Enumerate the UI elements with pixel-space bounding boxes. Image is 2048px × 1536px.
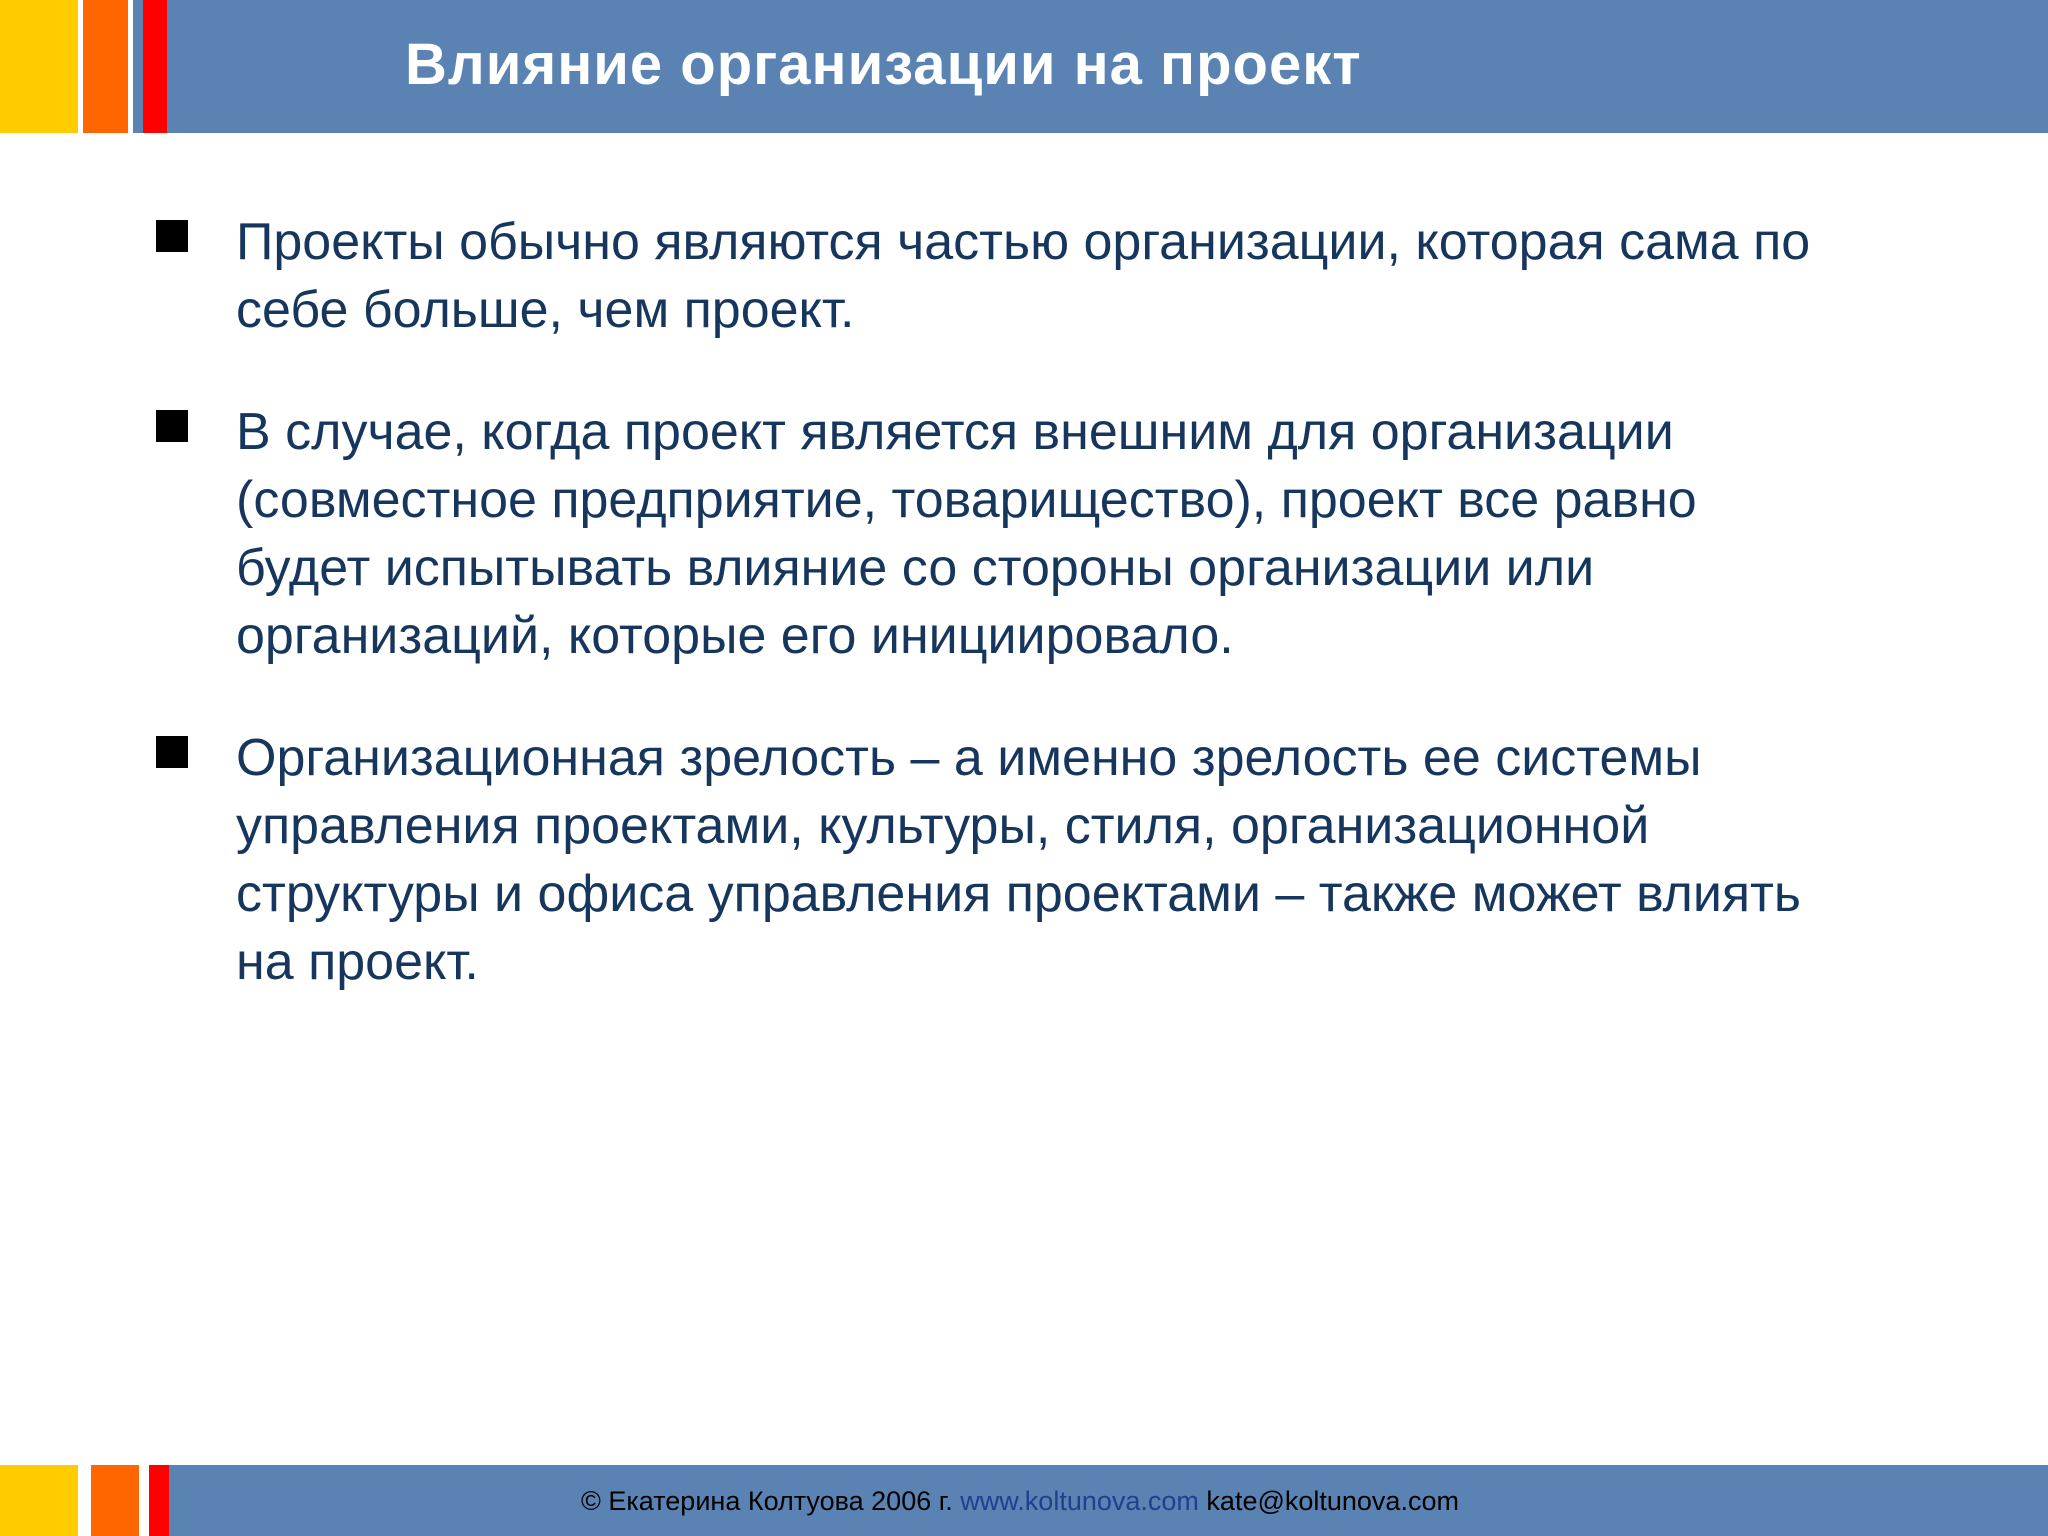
bullet-line: себе больше, чем проект. [236, 281, 855, 339]
bullet-line: на проект. [236, 933, 479, 991]
bullet-line: Организационная зрелость – а именно зрелость ее системы [236, 729, 1702, 787]
bullet-line: управления проектами, культуры, стиля, организационной [236, 797, 1650, 855]
footer-email[interactable]: kate@koltunova.com [1206, 1486, 1459, 1516]
footer-stripe-gap [139, 1465, 149, 1536]
footer-stripe-orange [91, 1465, 139, 1536]
bullet-line: Проекты обычно являются частью организации, которая сама по [236, 213, 1811, 271]
footer-website-link[interactable]: www.koltunova.com [960, 1486, 1199, 1516]
header-stripe-red [143, 0, 167, 133]
bullet-line: организаций, которые его инициировало. [236, 607, 1234, 665]
footer-copyright: © Екатерина Колтуова 2006 г. [581, 1486, 953, 1516]
footer-stripe-red [149, 1465, 169, 1536]
bullet-line: В случае, когда проект является внешним для организации [236, 403, 1674, 461]
bullet-item [150, 398, 1980, 670]
footer-text [581, 1486, 1459, 1517]
footer-stripe-yellow [0, 1465, 78, 1536]
bullet-line: (совместное предприятие, товарищество), проект все равно [236, 471, 1697, 529]
bullet-list [150, 208, 1980, 1050]
header-stripe-blue [133, 0, 143, 133]
slide-title: Влияние организации на проект [405, 32, 1362, 97]
bullet-item [150, 208, 1980, 344]
header-band [0, 0, 2048, 133]
bullet-line: структуры и офиса управления проектами – также может влиять [236, 865, 1802, 923]
square-bullet-icon [156, 410, 188, 442]
footer-stripe-gap [78, 1465, 91, 1536]
square-bullet-icon [156, 220, 188, 252]
header-stripe-yellow [0, 0, 78, 133]
bullet-item [150, 724, 1980, 996]
square-bullet-icon [156, 736, 188, 768]
bullet-line: будет испытывать влияние со стороны организации или [236, 539, 1595, 597]
header-stripe-orange [83, 0, 128, 133]
